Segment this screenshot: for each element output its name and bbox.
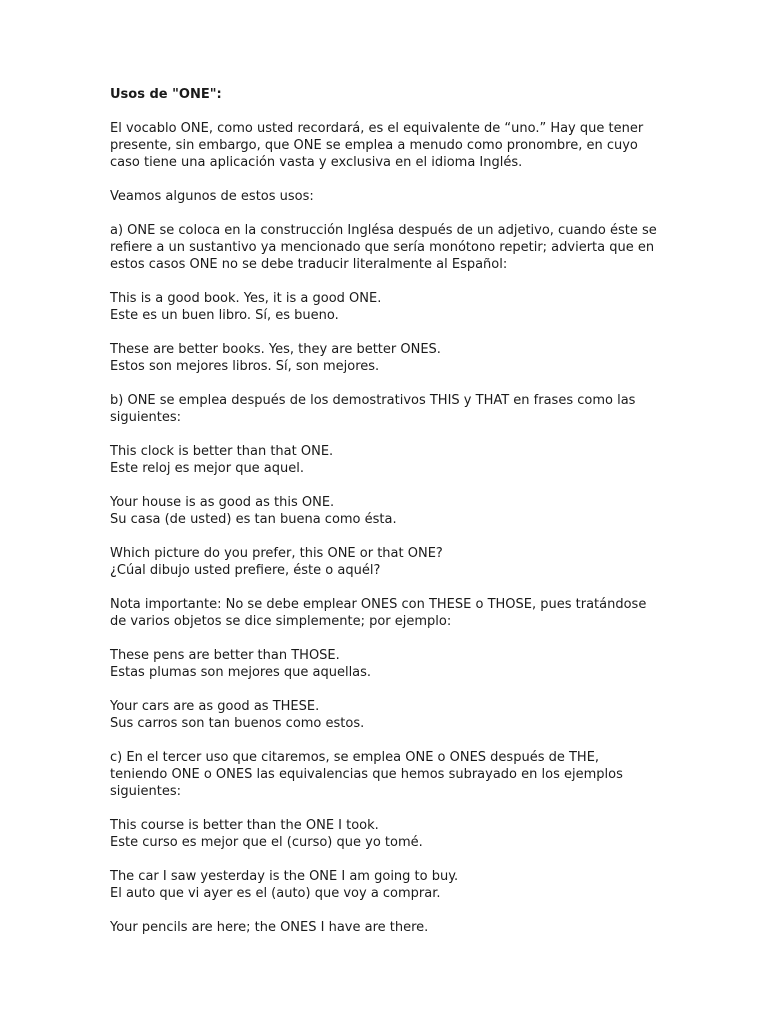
document-page <box>110 86 670 953</box>
paragraph <box>110 120 670 171</box>
text-line: Veamos algunos de estos usos: <box>110 189 314 204</box>
text-line: Su casa (de usted) es tan buena como ésta. <box>110 512 397 527</box>
text-line: This course is better than the ONE I took. <box>110 818 379 833</box>
text-line: siguientes: <box>110 410 181 425</box>
text-line: Estos son mejores libros. Sí, son mejores. <box>110 359 380 374</box>
text-line: refiere a un sustantivo ya mencionado que sería monótono repetir; advierta que en <box>110 240 655 255</box>
text-line: c) En el tercer uso que citaremos, se emplea ONE o ONES después de THE, <box>110 750 600 765</box>
text-line: Your cars are as good as THESE. <box>110 699 320 714</box>
text-line: estos casos ONE no se debe traducir literalmente al Español: <box>110 257 508 272</box>
text-line: Este curso es mejor que el (curso) que yo tomé. <box>110 835 423 850</box>
text-line: El vocablo ONE, como usted recordará, es el equivalente de “uno.” Hay que tener <box>110 121 644 136</box>
text-line: El auto que vi ayer es el (auto) que voy a comprar. <box>110 886 441 901</box>
text-line: Nota importante: No se debe emplear ONES con THESE o THOSE, pues tratándose <box>110 597 647 612</box>
paragraph <box>110 817 670 851</box>
text-line: This clock is better than that ONE. <box>110 444 334 459</box>
paragraph <box>110 443 670 477</box>
text-line: Sus carros son tan buenos como estos. <box>110 716 365 731</box>
paragraph <box>110 494 670 528</box>
text-line: de varios objetos se dice simplemente; por ejemplo: <box>110 614 452 629</box>
paragraph <box>110 392 670 426</box>
paragraph <box>110 698 670 732</box>
text-line: b) ONE se emplea después de los demostrativos THIS y THAT en frases como las <box>110 393 636 408</box>
text-line: teniendo ONE o ONES las equivalencias que hemos subrayado en los ejemplos <box>110 767 623 782</box>
text-line: Your house is as good as this ONE. <box>110 495 335 510</box>
paragraph <box>110 749 670 800</box>
text-line: Estas plumas son mejores que aquellas. <box>110 665 372 680</box>
text-line: presente, sin embargo, que ONE se emplea a menudo como pronombre, en cuyo <box>110 138 638 153</box>
text-line: siguientes: <box>110 784 181 799</box>
text-line: Este es un buen libro. Sí, es bueno. <box>110 308 339 323</box>
text-line: The car I saw yesterday is the ONE I am going to buy. <box>110 869 459 884</box>
paragraph <box>110 647 670 681</box>
text-line: Which picture do you prefer, this ONE or that ONE? <box>110 546 443 561</box>
paragraph <box>110 222 670 273</box>
paragraph <box>110 868 670 902</box>
text-line: ¿Cúal dibujo usted prefiere, éste o aquél? <box>110 563 381 578</box>
paragraph <box>110 545 670 579</box>
text-line: These are better books. Yes, they are better ONES. <box>110 342 441 357</box>
text-line: These pens are better than THOSE. <box>110 648 340 663</box>
text-line: a) ONE se coloca en la construcción Inglésa después de un adjetivo, cuando éste se <box>110 223 657 238</box>
paragraph <box>110 919 670 936</box>
paragraph <box>110 188 670 205</box>
text-line: Your pencils are here; the ONES I have are there. <box>110 920 429 935</box>
text-line: Este reloj es mejor que aquel. <box>110 461 305 476</box>
document-body <box>110 120 670 936</box>
text-line: This is a good book. Yes, it is a good ONE. <box>110 291 382 306</box>
paragraph <box>110 290 670 324</box>
paragraph <box>110 341 670 375</box>
paragraph <box>110 596 670 630</box>
document-title: Usos de "ONE": <box>110 87 222 102</box>
text-line: caso tiene una aplicación vasta y exclusiva en el idioma Inglés. <box>110 155 523 170</box>
